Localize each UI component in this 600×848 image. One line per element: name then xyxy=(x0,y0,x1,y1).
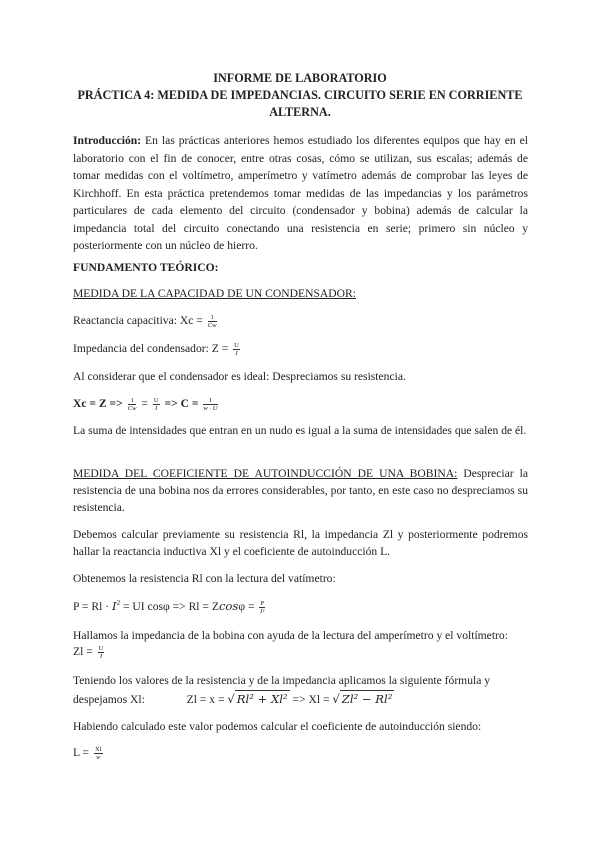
hallamos-line: Hallamos la impedancia de la bobina con ayuda de la lectura del amperímetro y el voltímetro: xyxy=(73,629,508,642)
reactancia-label: Reactancia capacitiva: Xc = xyxy=(73,314,206,327)
l-line xyxy=(73,744,528,761)
eq-mid: => C = xyxy=(164,397,199,410)
reactancia-fraction: $\frac{1}{Cw}$ xyxy=(207,313,217,329)
p-eq-cos: cos xyxy=(218,598,239,613)
eq-frac1: $\frac{1}{Cw}$ xyxy=(127,396,137,412)
p-eq-a: P = Rl · xyxy=(73,599,110,613)
report-title: INFORME DE LABORATORIO xyxy=(213,71,387,85)
eq-frac3: $\frac{1}{w \cdot U}$ xyxy=(203,396,218,412)
intro-text: En las prácticas anteriores hemos estudiado los diferentes equipos que hay en el laboratorio con el fin de conocer, entre otras cosas, cómo se utilizan, sus escalas; además de tomar medidas con el voltímetro, amperímetro y vatímetro además de comprobar las leyes de Kirchhoff. En esta práctica pretendemos tomar medidas de las impedancias y los parámetros particulares de cada elemento del circuito (condensador y bobina) además de calcular la impedancia total del circuito conectando una resistencia en serie; primero sin núcleo y posteriormente con un núcleo de hierro. xyxy=(73,134,528,252)
capacitance-equation xyxy=(73,395,528,412)
p-eq-c: φ = xyxy=(238,599,255,613)
zl-fraction: $\frac{U}{I}$ xyxy=(98,644,104,660)
ideal-line: Al considerar que el condensador es ideal: Despreciamos su resistencia. xyxy=(73,370,406,383)
impedancia-label: Impedancia del condensador: Z = xyxy=(73,342,232,355)
bobina-paragraph xyxy=(73,465,528,516)
zl-arrow: => Xl = xyxy=(289,693,333,706)
practice-title-cont: ALTERNA. xyxy=(269,105,331,119)
teniendo-line: Teniendo los valores de la resistencia y de la impedancia aplicamos la siguiente fórmula y xyxy=(73,674,491,687)
practice-title: PRÁCTICA 4: MEDIDA DE IMPEDANCIAS. CIRCUITO SERIE EN CORRIENTE xyxy=(77,88,523,102)
obtenemos-line: Obtenemos la resistencia Rl con la lectura del vatímetro: xyxy=(73,572,336,585)
despejamos-label: despejamos Xl: xyxy=(73,693,145,706)
condensador-title: MEDIDA DE LA CAPACIDAD DE UN CONDENSADOR: xyxy=(73,287,356,300)
xl-sqrt: Zl² − Rl² xyxy=(341,692,393,706)
bobina-title: MEDIDA DEL COEFICIENTE DE AUTOINDUCCIÓN DE UNA BOBINA: xyxy=(73,467,458,480)
zl-line xyxy=(73,643,528,660)
p-eq-b: = UI cosφ => Rl = Z xyxy=(120,599,219,613)
despejamos-line: despejamos Xl: Zl = x = √ Rl² + Xl² => Xl = √ Zl² − Rl² xyxy=(73,692,393,706)
habiendo-line: Habiendo calculado este valor podemos calcular el coeficiente de autoinducción siendo: xyxy=(73,720,482,733)
suma-paragraph: La suma de intensidades que entran en un nudo es igual a la suma de intensidades que salen de él. xyxy=(73,424,527,437)
section-heading: FUNDAMENTO TEÓRICO: xyxy=(73,261,219,274)
eq-start: Xc = Z => xyxy=(73,397,123,410)
bobina-title-rest: Despreciar la resistencia de una bobina nos da errores considerables, por tanto, en este caso no despreciamos su resistencia. xyxy=(73,467,528,514)
l-fraction: $\frac{Xl}{w}$ xyxy=(95,745,102,761)
impedancia-fraction: $\frac{U}{I}$ xyxy=(234,341,239,357)
intro-paragraph xyxy=(73,132,528,255)
zl-eq-label: Zl = x = xyxy=(186,693,225,706)
intro-label: Introducción: xyxy=(73,134,142,147)
power-equation: $P = Rl \cdot I^2$ = UI cosφ => Rl = Zcosφ = $\frac{P}{\text{I²}}$ xyxy=(73,598,265,615)
impedancia-line xyxy=(73,340,528,357)
p-eq-i: I xyxy=(111,598,117,613)
calc-paragraph: Debemos calcular previamente su resistencia Rl, la impedancia Zl y posteriormente podremos hallar la reactancia inductiva Xl y el coeficiente de autoinducción L. xyxy=(73,528,528,558)
eq-frac2: $\frac{U}{I}$ xyxy=(153,396,159,412)
zl-label: Zl = xyxy=(73,645,93,658)
zl-sqrt: Rl² + Xl² xyxy=(236,692,288,706)
reactancia-line xyxy=(73,312,528,329)
l-label: L = xyxy=(73,746,90,759)
eq-equals: = xyxy=(141,397,148,410)
p-eq-fraction: $\frac{P}{\text{I²}}$ xyxy=(260,599,265,615)
